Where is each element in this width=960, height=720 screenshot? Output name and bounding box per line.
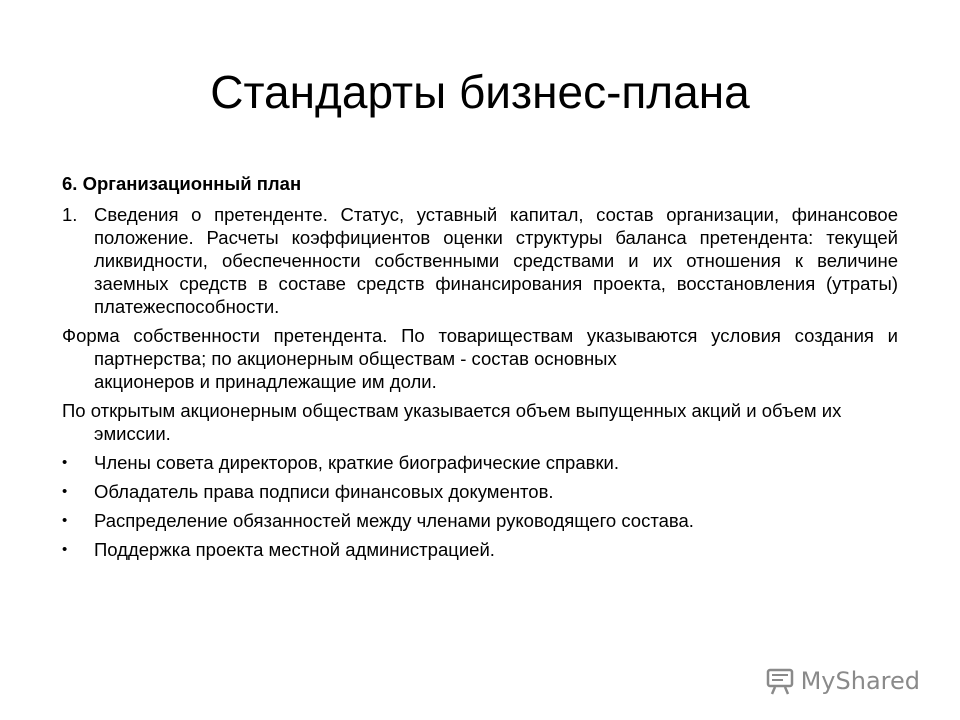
- list-item: [62, 509, 898, 532]
- paragraph-ownership-part2: акционеров и принадлежащие им доли.: [94, 371, 437, 392]
- presentation-board-icon: [765, 666, 795, 696]
- list-item: [62, 538, 898, 561]
- bullet-text: Поддержка проекта местной администрацией.: [94, 539, 495, 560]
- numbered-item-number: 1.: [62, 204, 78, 225]
- section-heading: 6. Организационный план: [62, 173, 302, 194]
- bullet-icon: •: [62, 483, 68, 500]
- bullet-text: Распределение обязанностей между членами руководящего состава.: [94, 510, 694, 531]
- paragraph-open-jsc: По открытым акционерным обществам указывается объем выпущенных акций и объем их эмиссии.: [62, 400, 842, 444]
- list-item: [62, 480, 898, 503]
- watermark-logo: [765, 666, 920, 696]
- list-item: [62, 451, 898, 474]
- paragraph-ownership: [62, 324, 898, 393]
- bullet-icon: •: [62, 541, 68, 558]
- bullet-text: Обладатель права подписи финансовых документов.: [94, 481, 554, 502]
- slide-body: [62, 172, 898, 567]
- slide-title: Стандарты бизнес-плана: [210, 66, 750, 118]
- bullet-icon: •: [62, 454, 68, 471]
- numbered-item: [62, 203, 898, 318]
- bullet-text: Члены совета директоров, краткие биографические справки.: [94, 452, 620, 473]
- numbered-item-text: Сведения о претенденте. Статус, уставный капитал, состав организации, финансовое положение. Расчеты коэффициентов оценки структуры баланса претендента: текущей ликвидности, обеспеченности собственными средствами и их отношения к величине заемных средств в составе средств финансирования проекта, восстановления (утраты) платежеспособности.: [94, 204, 898, 317]
- watermark-text: MyShared: [800, 667, 920, 695]
- bullet-icon: •: [62, 512, 68, 529]
- bullet-list: [62, 451, 898, 561]
- paragraph-ownership-part1: Форма собственности претендента. По товариществам указываются условия создания и партнерства; по акционерным обществам - состав основных: [62, 325, 898, 369]
